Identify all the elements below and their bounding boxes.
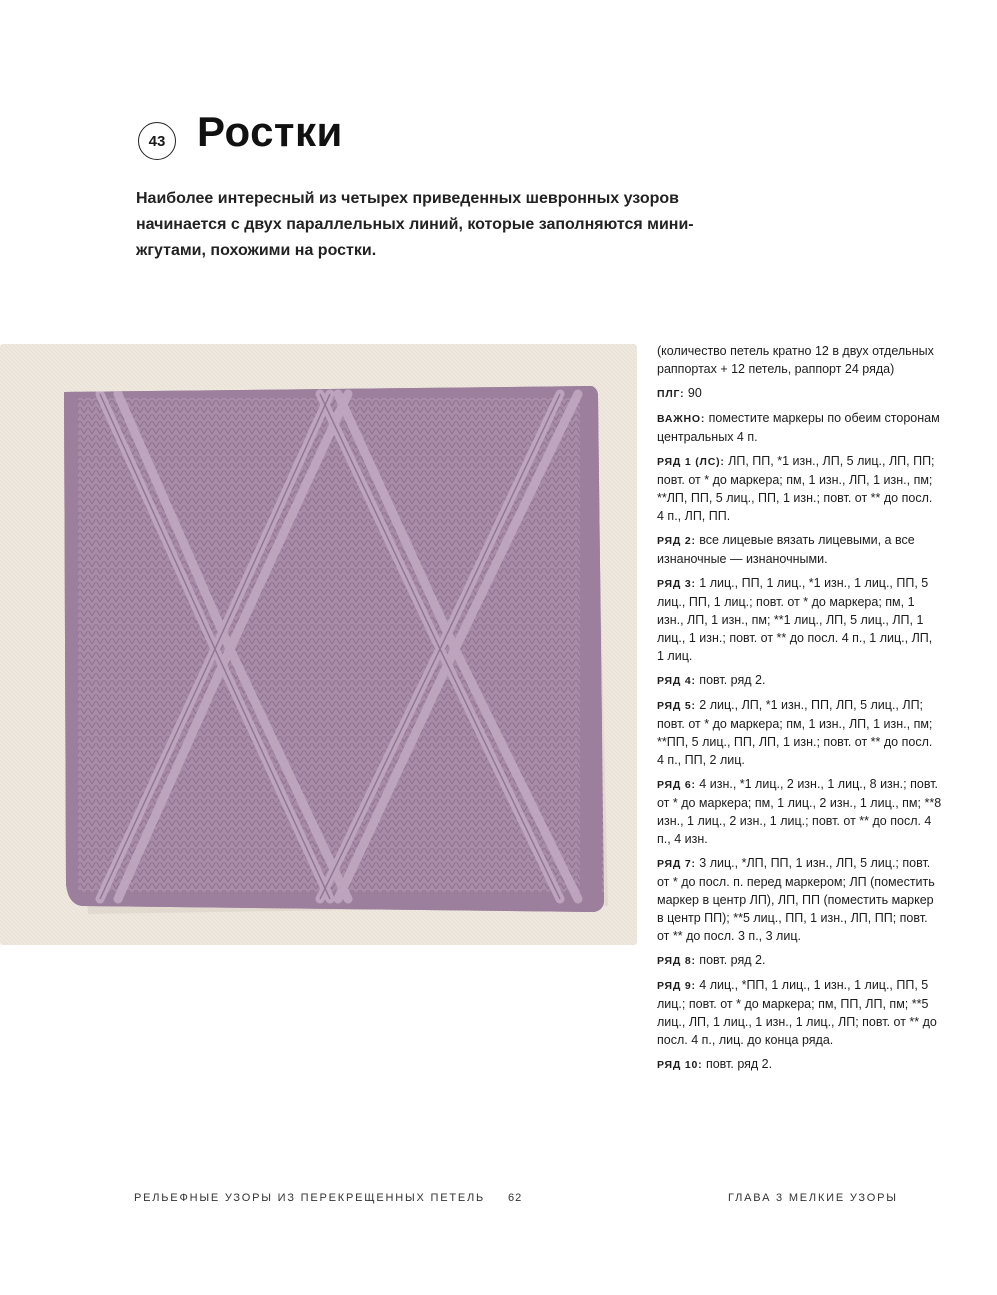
row-text: 4 лиц., *ПП, 1 лиц., 1 изн., 1 лиц., ПП, 5 лиц.; повт. от * до маркера; пм, ПП, ЛП, пм; **5 лиц., ЛП, 1 лиц., 1 изн., 1 лиц., ЛП; повт. от ** до посл. 4 п., лиц. до конца ряда. [657, 978, 937, 1047]
pattern-row [657, 976, 942, 1049]
row-text: повт. ряд 2. [695, 673, 766, 687]
intro-text: Наиболее интересный из четырех приведенных шевронных узоров начинается с двух параллельных линий, которые заполняются мини-жгутами, похожими на ростки. [136, 190, 694, 259]
pattern-row [657, 671, 942, 690]
row-label: РЯД 4: [657, 675, 696, 687]
pattern-number-badge [138, 122, 176, 160]
pattern-row [657, 574, 942, 665]
row-text: 90 [684, 386, 702, 400]
row-label: РЯД 9: [657, 980, 696, 992]
pattern-row [657, 1055, 942, 1074]
row-label: РЯД 1 (ЛС): [657, 456, 725, 468]
row-text: ЛП, ПП, *1 изн., ЛП, 5 лиц., ЛП, ПП; повт. от * до маркера; пм, 1 изн., ЛП, 1 изн., пм; **ЛП, ПП, 5 лиц., ПП, 1 изн.; повт. от ** до посл. 4 п., ЛП, ПП. [657, 454, 935, 523]
row-label: РЯД 8: [657, 955, 696, 967]
row-label: РЯД 10: [657, 1059, 703, 1071]
row-label: РЯД 7: [657, 858, 696, 870]
row-label: РЯД 3: [657, 578, 696, 590]
pattern-row [657, 384, 942, 403]
row-text: все лицевые вязать лицевыми, а все изнаночные — изнаночными. [657, 533, 915, 566]
row-label: РЯД 5: [657, 700, 696, 712]
pattern-row [657, 854, 942, 945]
row-text: 2 лиц., ЛП, *1 изн., ПП, ЛП, 5 лиц., ЛП; повт. от * до маркера; пм, 1 изн., ЛП, 1 изн., пм; **ПП, 5 лиц., ПП, ЛП, 1 изн.; повт. от ** до посл. 4 п., ПП, 2 лиц. [657, 698, 933, 767]
row-text: повт. ряд 2. [702, 1057, 773, 1071]
row-text: повт. ряд 2. [695, 953, 766, 967]
row-text: поместите маркеры по обеим сторонам центральных 4 п. [657, 411, 940, 444]
row-text: 1 лиц., ПП, 1 лиц., *1 изн., 1 лиц., ПП, 5 лиц., ПП, 1 лиц.; повт. от * до маркера; пм, 1 изн., ЛП, 1 изн., пм; **1 лиц., ЛП, 5 лиц., ЛП, 1 лиц., 1 изн.; повт. от ** до посл. 4 п., 1 лиц., ЛП, 1 лиц. [657, 576, 933, 663]
pattern-row [657, 531, 942, 568]
pattern-row [657, 951, 942, 970]
row-text: 4 изн., *1 лиц., 2 изн., 1 лиц., 8 изн.; повт. от * до маркера; пм, 1 лиц., 2 изн., 1 лиц., пм; **8 изн., 1 лиц., 2 изн., 1 лиц.; повт. от ** до посл. 4 п., 4 изн. [657, 777, 942, 846]
pattern-row [657, 409, 942, 446]
row-text: 3 лиц., *ЛП, ПП, 1 изн., ЛП, 5 лиц.; повт. от * до посл. п. перед маркером; ЛП (поместить маркер в центр ЛП), ЛП, ПП (поместить маркер в центр ПП); **5 лиц., ПП, 1 изн., ЛП, ПП; повт. от ** до посл. 3 п., 3 лиц. [657, 856, 935, 943]
row-label: РЯД 2: [657, 535, 696, 547]
row-label: РЯД 6: [657, 779, 696, 791]
footer-section-title: РЕЛЬЕФНЫЕ УЗОРЫ ИЗ ПЕРЕКРЕЩЕННЫХ ПЕТЕЛЬ [134, 1192, 486, 1204]
pattern-row [657, 452, 942, 525]
pattern-intro: (количество петель кратно 12 в двух отдельных раппортах + 12 петель, раппорт 24 ряда) [657, 344, 934, 376]
page-title: Ростки [197, 108, 343, 155]
footer-chapter-title: ГЛАВА 3 МЕЛКИЕ УЗОРЫ [728, 1192, 898, 1204]
pattern-instructions [657, 342, 942, 1080]
swatch-photo [0, 344, 637, 945]
row-label: ВАЖНО: [657, 413, 706, 425]
row-label: ПЛГ: [657, 388, 685, 400]
page-number: 62 [508, 1192, 523, 1204]
pattern-row [657, 775, 942, 848]
pattern-number: 43 [148, 132, 166, 150]
pattern-row [657, 696, 942, 769]
